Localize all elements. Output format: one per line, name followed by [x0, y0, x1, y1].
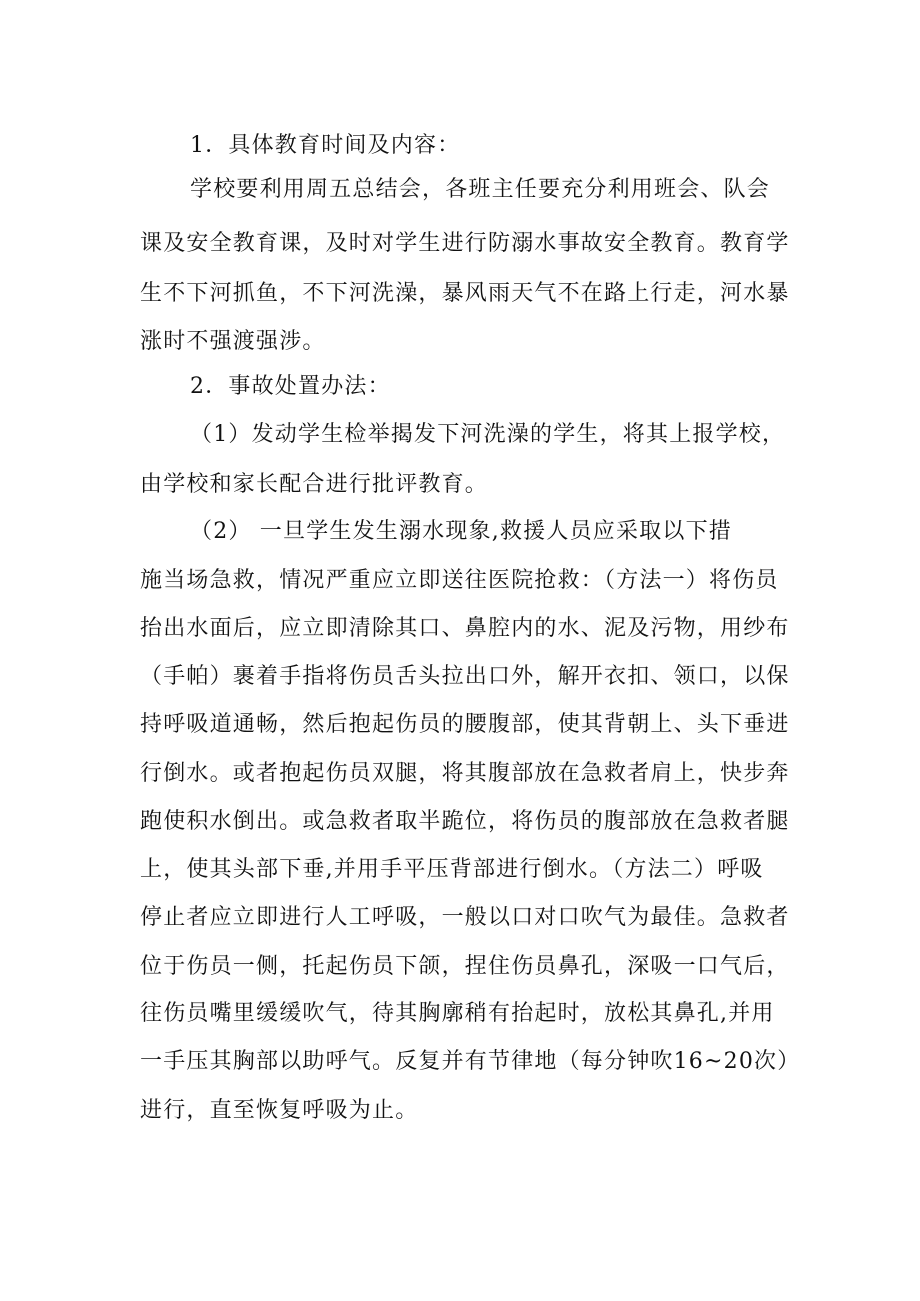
- item-2-line: 位于伤员一侧，托起伤员下颌，捏住伤员鼻孔，深吸一口气后，: [140, 954, 790, 979]
- section-1-line: 涨时不强渡强涉。: [140, 329, 326, 354]
- section-1-line: 生不下河抓鱼，不下河洗澡，暴风雨天气不在路上行走，河水暴: [140, 281, 790, 306]
- item-2-line: 进行，直至恢复呼吸为止。: [140, 1098, 419, 1123]
- item-2-line: （手帕）裹着手指将伤员舌头拉出口外，解开衣扣、领口，以保: [140, 664, 790, 689]
- item-2-line: 往伤员嘴里缓缓吹气，待其胸廓稍有抬起时，放松其鼻孔,并用: [140, 1001, 775, 1026]
- item-2-line: 持呼吸道通畅，然后抱起伤员的腰腹部，使其背朝上、头下垂进: [140, 712, 790, 737]
- section-2-heading: 2．事故处置办法：: [190, 374, 391, 399]
- item-2-line: 行倒水。或者抱起伤员双腿，将其腹部放在急救者肩上，快步奔: [140, 761, 790, 786]
- item-2-line: 抬出水面后，应立即清除其口、鼻腔内的水、泥及污物，用纱布: [140, 616, 790, 641]
- item-2-line: 施当场急救，情况严重应立即送往医院抢救：（方法一）将伤员: [140, 568, 779, 593]
- item-2-line: （2） 一旦学生发生溺水现象,救援人员应采取以下措: [190, 519, 732, 544]
- section-1-line: 课及安全教育课，及时对学生进行防溺水事故安全教育。教育学: [140, 231, 790, 256]
- item-2-line: 跑使积水倒出。或急救者取半跪位，将伤员的腹部放在急救者腿: [140, 809, 790, 834]
- section-1-line: 学校要利用周五总结会，各班主任要充分利用班会、队会: [190, 177, 771, 202]
- item-2-line: 上，使其头部下垂,并用手平压背部进行倒水。（方法二）呼吸: [140, 857, 764, 882]
- item-1-line: （1）发动学生检举揭发下河洗澡的学生，将其上报学校，: [190, 422, 786, 447]
- item-2-line: 一手压其胸部以助呼气。反复并有节律地（每分钟吹16~20次）: [140, 1049, 801, 1074]
- section-1-heading: 1．具体教育时间及内容：: [190, 133, 461, 158]
- item-2-line: 停止者应立即进行人工呼吸，一般以口对口吹气为最佳。急救者: [140, 905, 790, 930]
- item-1-line: 由学校和家长配合进行批评教育。: [140, 472, 489, 497]
